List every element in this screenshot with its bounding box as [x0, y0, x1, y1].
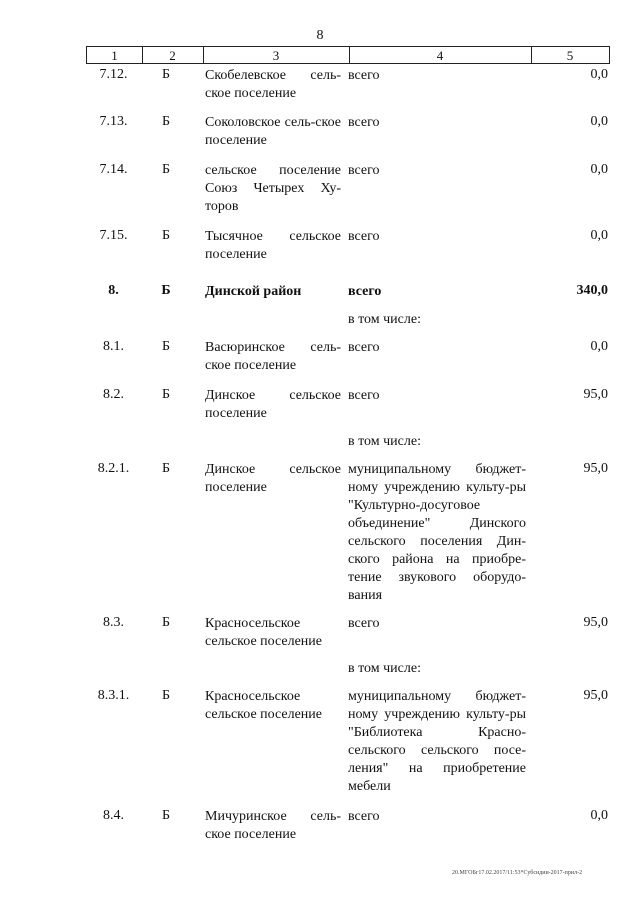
- row-number: 8.2.1.: [97, 461, 130, 476]
- row-number: 7.12.: [99, 67, 128, 82]
- row-category: Б: [161, 339, 171, 354]
- row-category: Б: [161, 615, 171, 630]
- row-value: 0,0: [590, 114, 608, 129]
- header-col-4: 4: [349, 47, 532, 63]
- row-value: 95,0: [583, 688, 608, 703]
- row-description: всего: [348, 115, 380, 130]
- row-number: 7.13.: [99, 114, 128, 129]
- row-description: в том числе:: [348, 434, 421, 449]
- footer-file-reference: 20.МГОБг17.02.2017/11:53*Субсидии-2017-прил-2: [452, 870, 583, 876]
- row-description: всего: [348, 388, 380, 403]
- page-number: 8: [316, 28, 324, 43]
- row-number: 8.1.: [103, 339, 124, 354]
- row-description: всего: [348, 616, 380, 631]
- row-name: Красносельское сельское поселение: [205, 616, 322, 649]
- row-value: 340,0: [576, 283, 608, 298]
- row-name: Васюринское сель-ское поселение: [205, 340, 341, 373]
- row-category: Б: [161, 688, 171, 703]
- row-description: всего: [348, 809, 380, 824]
- row-number: 8.: [108, 283, 119, 298]
- row-name: сельское поселение Союз Четырех Ху-торов: [205, 163, 341, 214]
- row-category: Б: [161, 228, 171, 243]
- row-value: 95,0: [583, 615, 608, 630]
- row-number: 8.4.: [103, 808, 124, 823]
- row-number: 8.2.: [103, 387, 124, 402]
- row-category: Б: [161, 67, 171, 82]
- header-col-5: 5: [566, 48, 574, 63]
- row-category: Б: [161, 808, 171, 823]
- row-description: всего: [348, 340, 380, 355]
- row-name: Динское сельское поселение: [205, 388, 341, 421]
- table-header: [86, 46, 610, 64]
- row-name: Соколовское сель-ское поселение: [205, 115, 341, 148]
- row-value: 95,0: [583, 387, 608, 402]
- row-name: Динской район: [205, 284, 302, 299]
- row-category: Б: [161, 461, 171, 476]
- row-name: Динское сельское поселение: [205, 462, 341, 495]
- row-category: Б: [161, 283, 171, 298]
- row-value: 0,0: [590, 67, 608, 82]
- row-value: 0,0: [590, 162, 608, 177]
- row-number: 8.3.: [103, 615, 124, 630]
- header-col-3: 3: [203, 47, 350, 63]
- row-category: Б: [161, 162, 171, 177]
- row-value: 0,0: [590, 339, 608, 354]
- row-description: всего: [348, 163, 380, 178]
- row-name: Красносельское сельское поселение: [205, 689, 322, 722]
- row-name: Скобелевское сель-ское поселение: [205, 68, 341, 101]
- row-description: в том числе:: [348, 312, 421, 327]
- row-number: 8.3.1.: [97, 688, 130, 703]
- row-value: 0,0: [590, 808, 608, 823]
- row-name: Мичуринское сель-ское поселение: [205, 809, 341, 842]
- row-description: муниципальному бюджет-ному учреждению культу-ры "Культурно-досуговое объединение" Динского сельского поселения Дин-ского района на приобре-тение звукового оборудо-вания: [348, 462, 526, 603]
- row-category: Б: [161, 387, 171, 402]
- row-category: Б: [161, 114, 171, 129]
- row-description: всего: [348, 229, 380, 244]
- row-description: всего: [348, 284, 382, 299]
- row-value: 95,0: [583, 461, 608, 476]
- header-col-1: 1: [87, 47, 143, 63]
- row-number: 7.15.: [99, 228, 128, 243]
- header-col-2: 2: [142, 47, 204, 63]
- row-description: всего: [348, 68, 380, 83]
- row-number: 7.14.: [99, 162, 128, 177]
- row-value: 0,0: [590, 228, 608, 243]
- row-name: Тысячное сельское поселение: [205, 229, 341, 262]
- row-description: муниципальному бюджет-ному учреждению культу-ры "Библиотека Красно-сельского сельского посе-ления" на приобретение мебели: [348, 689, 526, 794]
- row-description: в том числе:: [348, 661, 421, 676]
